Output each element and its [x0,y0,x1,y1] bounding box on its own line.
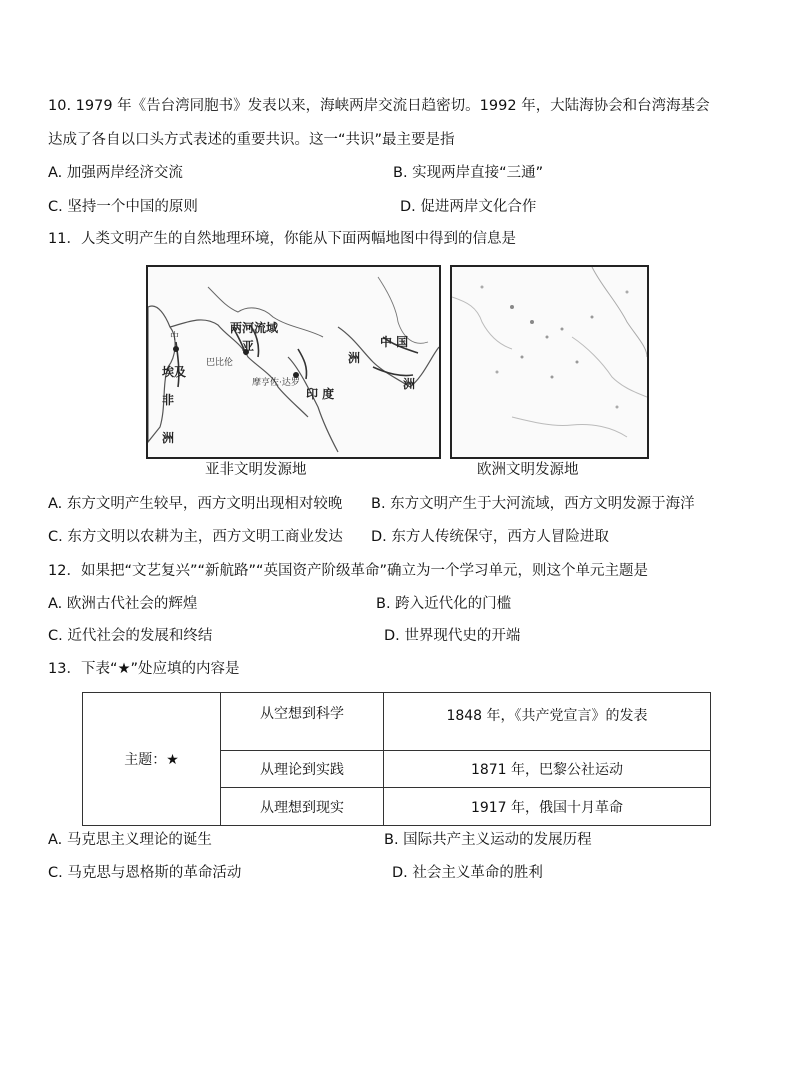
q10-stem-line1: 10. 1979 年《告台湾同胞书》发表以来，海峡两岸交流日趋密切。1992 年，大陆海协会和台湾海基会 [48,98,710,114]
map-label-fei: 非 [162,393,175,407]
map-label-zhong: 中 [170,332,180,342]
q13-option-b: B. 国际共产主义运动的发展历程 [384,832,592,848]
q13-row2-event: 1871 年，巴黎公社运动 [470,762,624,778]
q11-option-c: C. 东方文明以农耕为主，西方文明工商业发达 [48,529,343,545]
q12-option-b: B. 跨入近代化的门槛 [376,596,512,612]
q12-stem: 12．如果把“文艺复兴”“新航路”“英国资产阶级革命”确立为一个学习单元，则这个单元主题是 [48,563,649,579]
q13-table [82,692,711,826]
map-label-zhou-east: 洲 [403,377,416,391]
q13-row1-stage: 从空想到科学 [260,706,344,722]
q13-theme-cell [83,693,221,826]
q12-option-d: D. 世界现代史的开端 [384,628,521,644]
map-label-egypt: 埃及 [162,365,187,379]
q10-stem-line2: 达成了各自以口头方式表述的重要共识。这一“共识”最主要是指 [48,132,455,148]
q10-option-c: C. 坚持一个中国的原则 [48,199,198,215]
q13-theme: 主题：★ [124,752,179,768]
q11-option-d: D. 东方人传统保守，西方人冒险进取 [371,529,609,545]
q12-option-c: C. 近代社会的发展和终结 [48,628,213,644]
map-label-zhou-africa: 洲 [162,431,175,445]
q11-option-a: A. 东方文明产生较早，西方文明出现相对较晚 [48,496,343,512]
map-label-yindu: 印 度 [306,387,335,401]
q13-stage-cell [221,693,384,751]
q13-option-c: C. 马克思与恩格斯的革命活动 [48,865,242,881]
asia-africa-map-caption: 亚非文明发源地 [205,462,307,478]
q10-option-d: D. 促进两岸文化合作 [400,199,537,215]
q13-row1-event: 1848 年，《共产党宣言》的发表 [446,708,648,724]
map-label-zhongguo: 中 国 [380,335,409,349]
q13-row3-event: 1917 年，俄国十月革命 [470,799,624,816]
europe-map-drawing [452,267,647,457]
q13-option-a: A. 马克思主义理论的诞生 [48,832,212,848]
map-label-mohenjo-daro: 摩亨佐·达罗 [252,378,300,388]
q13-stage-cell [221,751,384,788]
q13-stage-cell [221,788,384,826]
q13-row2-stage: 从理论到实践 [260,762,344,778]
map-label-zhou-asia: 洲 [348,351,361,365]
q13-row3-stage: 从理想到现实 [260,799,344,816]
asia-africa-map [146,265,441,459]
q13-stem: 13．下表“★”处应填的内容是 [48,661,240,677]
q13-option-d: D. 社会主义革命的胜利 [392,865,543,881]
q13-event-cell [384,788,711,826]
asia-africa-map-drawing [148,267,439,457]
map-label-ya: 亚 [242,339,255,353]
q11-stem: 11．人类文明产生的自然地理环境，你能从下面两幅地图中得到的信息是 [48,231,516,247]
q10-option-a: A. 加强两岸经济交流 [48,165,183,181]
map-label-liangh: 两河流域 [230,321,279,335]
europe-map-caption: 欧洲文明发源地 [477,462,579,478]
q12-option-a: A. 欧洲古代社会的辉煌 [48,596,198,612]
europe-map [450,265,649,459]
table-row [83,693,711,751]
q13-event-cell [384,751,711,788]
map-label-babylon: 巴比伦 [206,358,234,368]
q10-option-b: B. 实现两岸直接“三通” [393,165,544,181]
q13-event-cell [384,693,711,751]
q11-option-b: B. 东方文明产生于大河流域，西方文明发源于海洋 [371,496,695,512]
